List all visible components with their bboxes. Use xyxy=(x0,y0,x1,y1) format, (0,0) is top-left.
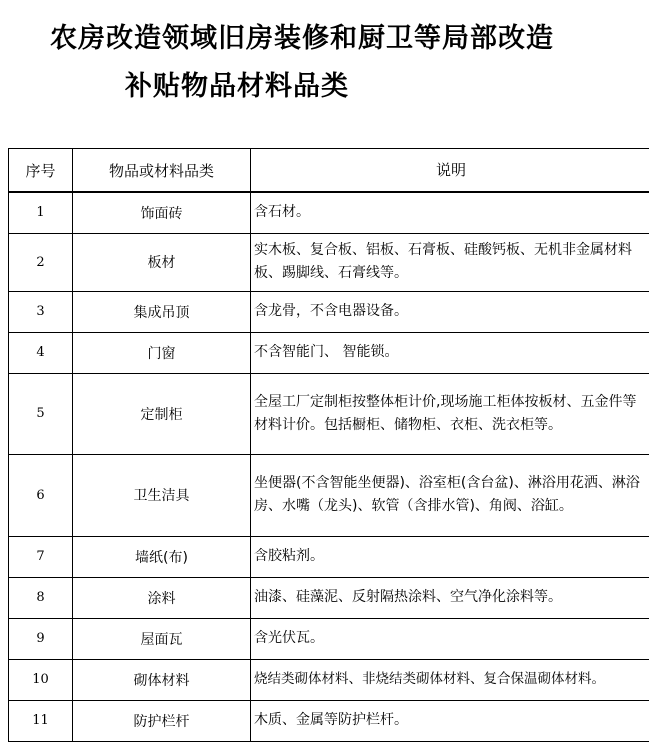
row-number: 6 xyxy=(9,454,73,536)
row-category: 定制柜 xyxy=(73,373,251,454)
row-number: 8 xyxy=(9,577,73,618)
table-row xyxy=(9,233,649,291)
material-category-table xyxy=(8,148,649,742)
row-category: 卫生洁具 xyxy=(73,454,251,536)
document-title-line1: 农房改造领域旧房装修和厨卫等局部改造 xyxy=(50,23,554,54)
table-row xyxy=(9,536,649,577)
row-description: 油漆、硅藻泥、反射隔热涂料、空气净化涂料等。 xyxy=(251,577,649,618)
row-category: 门窗 xyxy=(73,332,251,373)
row-description: 全屋工厂定制柜按整体柜计价,现场施工柜体按板材、五金件等材料计价。包括橱柜、储物柜、衣柜、洗衣柜等。 xyxy=(251,373,649,454)
row-number: 3 xyxy=(9,291,73,332)
row-description: 木质、金属等防护栏杆。 xyxy=(251,700,649,741)
row-category: 防护栏杆 xyxy=(73,700,251,741)
row-number: 4 xyxy=(9,332,73,373)
table-row xyxy=(9,373,649,454)
row-number: 7 xyxy=(9,536,73,577)
document-title-line2: 补贴物品材料品类 xyxy=(125,71,349,102)
row-category: 集成吊顶 xyxy=(73,291,251,332)
row-description: 不含智能门、 智能锁。 xyxy=(251,332,649,373)
row-number: 10 xyxy=(9,659,73,700)
row-description: 坐便器(不含智能坐便器)、浴室柜(含台盆)、淋浴用花洒、淋浴房、水嘴（龙头)、软管（含排水管)、角阀、浴缸。 xyxy=(251,454,649,536)
row-category: 板材 xyxy=(73,233,251,291)
row-description: 烧结类砌体材料、非烧结类砌体材料、复合保温砌体材料。 xyxy=(251,659,649,700)
table-row xyxy=(9,192,649,233)
table-header-row xyxy=(9,149,649,193)
row-number: 2 xyxy=(9,233,73,291)
table-row xyxy=(9,618,649,659)
table-row xyxy=(9,454,649,536)
row-category: 砌体材料 xyxy=(73,659,251,700)
row-description: 含光伏瓦。 xyxy=(251,618,649,659)
row-description: 含胶粘剂。 xyxy=(251,536,649,577)
row-number: 11 xyxy=(9,700,73,741)
row-category: 屋面瓦 xyxy=(73,618,251,659)
row-category: 墙纸(布) xyxy=(73,536,251,577)
table-row xyxy=(9,659,649,700)
table-row xyxy=(9,577,649,618)
row-number: 5 xyxy=(9,373,73,454)
header-item-category: 物品或材料品类 xyxy=(73,149,251,193)
header-serial-number: 序号 xyxy=(9,149,73,193)
row-description: 含龙骨，不含电器设备。 xyxy=(251,291,649,332)
table-row xyxy=(9,332,649,373)
table-row xyxy=(9,700,649,741)
row-category: 涂料 xyxy=(73,577,251,618)
row-description: 实木板、复合板、铝板、石膏板、硅酸钙板、无机非金属材料板、踢脚线、石膏线等。 xyxy=(251,233,649,291)
row-description: 含石材。 xyxy=(251,192,649,233)
row-number: 9 xyxy=(9,618,73,659)
row-category: 饰面砖 xyxy=(73,192,251,233)
header-description: 说明 xyxy=(251,149,649,193)
row-number: 1 xyxy=(9,192,73,233)
table-row xyxy=(9,291,649,332)
